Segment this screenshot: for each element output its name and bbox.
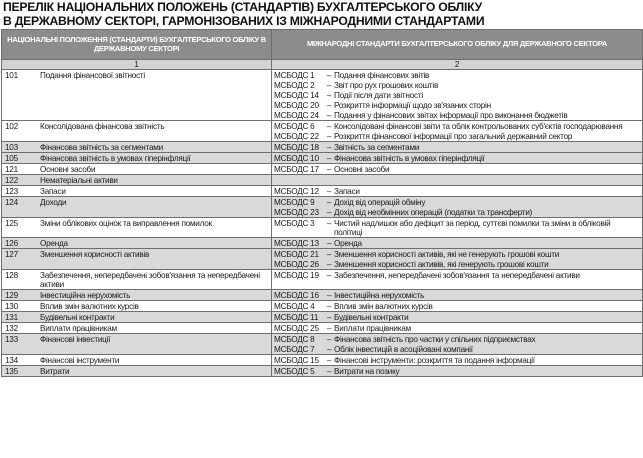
ipsas-code: МСБОДС 26 xyxy=(274,259,319,269)
international-standard-cell xyxy=(272,270,643,290)
standard-name: Витрати xyxy=(40,366,70,376)
international-standard-cell xyxy=(272,142,643,153)
international-standard-cell xyxy=(272,186,643,197)
ipsas-code: МСБОДС 17 xyxy=(274,164,319,174)
ipsas-title: Виплати працівникам xyxy=(334,323,411,333)
dash-separator: – xyxy=(326,90,332,100)
ipsas-title: Подання у фінансових звітах інформації про виконання бюджетів xyxy=(334,110,568,120)
standard-code: 132 xyxy=(5,323,18,333)
ipsas-code: МСБОДС 8 xyxy=(274,334,315,344)
dash-separator: – xyxy=(326,131,332,141)
ipsas-code: МСБОДС 2 xyxy=(274,80,315,90)
ipsas-item xyxy=(272,334,642,344)
ipsas-title: Зменшення корисності активів, які генерують грошові кошти xyxy=(334,259,549,269)
ipsas-title: Розкриття фінансової інформації про загальний державний сектор xyxy=(334,131,573,141)
dash-separator: – xyxy=(326,355,332,365)
ipsas-title: Дохід від операцій обміну xyxy=(334,197,426,207)
dash-separator: – xyxy=(326,270,332,280)
dash-separator: – xyxy=(326,142,332,152)
standard-code: 101 xyxy=(5,70,18,80)
table-row xyxy=(2,249,643,270)
dash-separator: – xyxy=(326,323,332,333)
international-standard-cell xyxy=(272,301,643,312)
standard-code: 133 xyxy=(5,334,18,344)
ipsas-code: МСБОДС 25 xyxy=(274,323,319,333)
ipsas-item xyxy=(272,312,642,322)
ipsas-item xyxy=(272,301,642,311)
dash-separator: – xyxy=(326,218,332,228)
ipsas-code: МСБОДС 22 xyxy=(274,131,319,141)
standard-code: 103 xyxy=(5,142,18,152)
ipsas-item xyxy=(272,218,642,237)
standard-code: 134 xyxy=(5,355,18,365)
national-standard-cell xyxy=(2,164,272,175)
dash-separator: – xyxy=(326,344,332,354)
national-standard-cell xyxy=(2,270,272,290)
standard-name: Доходи xyxy=(40,197,67,207)
national-standard-cell xyxy=(2,334,272,355)
standard-code: 105 xyxy=(5,153,18,163)
standard-name: Оренда xyxy=(40,238,68,248)
dash-separator: – xyxy=(326,290,332,300)
national-standard-cell xyxy=(2,366,272,377)
standard-code: 125 xyxy=(5,218,18,228)
standard-name: Забезпечення, непередбачені зобов'язання та непередбачені активи xyxy=(40,270,260,289)
dash-separator: – xyxy=(326,238,332,248)
standard-code: 135 xyxy=(5,366,18,376)
national-standard-cell xyxy=(2,197,272,218)
international-standard-cell xyxy=(272,121,643,142)
international-standard-cell xyxy=(272,290,643,301)
national-standard-cell xyxy=(2,218,272,238)
table-row xyxy=(2,218,643,238)
ipsas-item xyxy=(272,344,642,354)
ipsas-item xyxy=(272,153,642,163)
dash-separator: – xyxy=(326,110,332,120)
table-row xyxy=(2,164,643,175)
standard-code: 123 xyxy=(5,186,18,196)
dash-separator: – xyxy=(326,121,332,131)
standard-code: 127 xyxy=(5,249,18,259)
ipsas-title: Події після дати звітності xyxy=(334,90,423,100)
standard-name: Консолідована фінансова звітність xyxy=(40,121,165,131)
ipsas-code: МСБОДС 24 xyxy=(274,110,319,120)
ipsas-code: МСБОДС 19 xyxy=(274,270,319,280)
table-row xyxy=(2,121,643,142)
ipsas-code: МСБОДС 7 xyxy=(274,344,315,354)
ipsas-code: МСБОДС 12 xyxy=(274,186,319,196)
ipsas-item xyxy=(272,131,642,141)
national-standard-cell xyxy=(2,249,272,270)
ipsas-code: МСБОДС 23 xyxy=(274,207,319,217)
ipsas-item xyxy=(272,323,642,333)
ipsas-title: Консолідовані фінансові звіти та облік контрольованих суб'єктів господарювання xyxy=(334,121,623,131)
table-row xyxy=(2,197,643,218)
ipsas-code: МСБОДС 9 xyxy=(274,197,315,207)
national-standard-cell xyxy=(2,290,272,301)
dash-separator: – xyxy=(326,259,332,269)
national-standard-cell xyxy=(2,238,272,249)
document-title xyxy=(3,1,639,28)
table-row xyxy=(2,186,643,197)
international-standard-cell xyxy=(272,197,643,218)
dash-separator: – xyxy=(326,186,332,196)
ipsas-title: Звіт про рух грошових коштів xyxy=(334,80,439,90)
ipsas-title: Дохід від необмінних операцій (податки та трансферти) xyxy=(334,207,533,217)
ipsas-code: МСБОДС 13 xyxy=(274,238,319,248)
title-line-1: ПЕРЕЛІК НАЦІОНАЛЬНИХ ПОЛОЖЕНЬ (СТАНДАРТІВ) БУХГАЛТЕРСЬКОГО ОБЛІКУ xyxy=(3,0,482,14)
ipsas-item xyxy=(272,70,642,80)
international-standard-cell xyxy=(272,70,643,121)
ipsas-item xyxy=(272,270,642,280)
standard-code: 126 xyxy=(5,238,18,248)
ipsas-title: Витрати на позику xyxy=(334,366,400,376)
international-standard-cell xyxy=(272,366,643,377)
ipsas-item xyxy=(272,290,642,300)
column-number-2: 2 xyxy=(272,60,643,70)
ipsas-item xyxy=(272,100,642,110)
ipsas-title: Облік інвестицій в асоційовані компанії xyxy=(334,344,473,354)
ipsas-item xyxy=(272,366,642,376)
table-row xyxy=(2,175,643,186)
ipsas-item xyxy=(272,355,642,365)
ipsas-item xyxy=(272,238,642,248)
international-standard-cell xyxy=(272,323,643,334)
ipsas-title: Зменшення корисності активів, які не генерують грошові кошти xyxy=(334,249,560,259)
ipsas-title: Забезпечення, непередбачені зобов'язання та непередбачені активи xyxy=(334,270,580,280)
ipsas-title: Основні засоби xyxy=(334,164,390,174)
table-row xyxy=(2,366,643,377)
table-row xyxy=(2,290,643,301)
dash-separator: – xyxy=(326,334,332,344)
ipsas-item xyxy=(272,259,642,269)
ipsas-item xyxy=(272,90,642,100)
dash-separator: – xyxy=(326,312,332,322)
dash-separator: – xyxy=(326,301,332,311)
standard-name: Інвестиційна нерухомість xyxy=(40,290,131,300)
international-standard-cell xyxy=(272,355,643,366)
standard-code: 130 xyxy=(5,301,18,311)
ipsas-item xyxy=(272,121,642,131)
ipsas-code: МСБОДС 6 xyxy=(274,121,315,131)
national-standard-cell xyxy=(2,312,272,323)
ipsas-code: МСБОДС 3 xyxy=(274,218,315,228)
national-standard-cell xyxy=(2,153,272,164)
international-standard-cell xyxy=(272,238,643,249)
dash-separator: – xyxy=(326,249,332,259)
international-standard-cell xyxy=(272,334,643,355)
standard-code: 122 xyxy=(5,175,18,185)
standard-name: Фінансова звітність в умовах гіперінфляції xyxy=(40,153,191,163)
ipsas-code: МСБОДС 11 xyxy=(274,312,319,322)
dash-separator: – xyxy=(326,164,332,174)
international-standard-cell xyxy=(272,312,643,323)
ipsas-title: Інвестиційна нерухомість xyxy=(334,290,425,300)
ipsas-code: МСБОДС 4 xyxy=(274,301,315,311)
ipsas-title: Фінансова звітність в умовах гіперінфляції xyxy=(334,153,485,163)
ipsas-item xyxy=(272,164,642,174)
dash-separator: – xyxy=(326,366,332,376)
standard-name: Фінансові інвестиції xyxy=(40,334,111,344)
dash-separator: – xyxy=(326,100,332,110)
international-standard-cell xyxy=(272,153,643,164)
ipsas-code: МСБОДС 18 xyxy=(274,142,319,152)
ipsas-title: Будівельні контракти xyxy=(334,312,409,322)
national-standard-cell xyxy=(2,323,272,334)
ipsas-item xyxy=(272,110,642,120)
international-standard-cell xyxy=(272,164,643,175)
table-row xyxy=(2,153,643,164)
standard-code: 121 xyxy=(5,164,18,174)
national-standard-cell xyxy=(2,70,272,121)
table-row xyxy=(2,70,643,121)
ipsas-code: МСБОДС 14 xyxy=(274,90,319,100)
title-line-2: В ДЕРЖАВНОМУ СЕКТОРІ, ГАРМОНІЗОВАНИХ ІЗ МІЖНАРОДНИМИ СТАНДАРТАМИ xyxy=(3,13,485,28)
ipsas-item xyxy=(272,142,642,152)
national-standard-cell xyxy=(2,142,272,153)
ipsas-item xyxy=(272,197,642,207)
ipsas-title: Розкриття інформації щодо зв'язаних сторін xyxy=(334,100,491,110)
table-row xyxy=(2,312,643,323)
ipsas-code: МСБОДС 16 xyxy=(274,290,319,300)
international-standard-cell xyxy=(272,218,643,238)
standard-name: Основні засоби xyxy=(40,164,96,174)
ipsas-title: Подання фінансових звітів xyxy=(334,70,430,80)
national-standard-cell xyxy=(2,186,272,197)
standard-name: Будівельні контракти xyxy=(40,312,115,322)
national-standard-cell xyxy=(2,355,272,366)
dash-separator: – xyxy=(326,207,332,217)
national-standard-cell xyxy=(2,121,272,142)
standard-name: Зміни облікових оцінок та виправлення помилок xyxy=(40,218,212,228)
ipsas-title: Вплив змін валютних курсів xyxy=(334,301,433,311)
standard-name: Запаси xyxy=(40,186,66,196)
standard-name: Вплив змін валютних курсів xyxy=(40,301,139,311)
ipsas-code: МСБОДС 15 xyxy=(274,355,319,365)
standard-name: Виплати працівникам xyxy=(40,323,117,333)
ipsas-title: Фінансова звітність про частки у спільних підприємствах xyxy=(334,334,536,344)
ipsas-code: МСБОДС 20 xyxy=(274,100,319,110)
header-national-standards: НАЦІОНАЛЬНІ ПОЛОЖЕННЯ (СТАНДАРТИ) БУХГАЛТЕРСЬКОГО ОБЛІКУ В ДЕРЖАВНОМУ СЕКТОРІ xyxy=(2,30,272,60)
ipsas-title: Запаси xyxy=(334,186,360,196)
table-row xyxy=(2,142,643,153)
national-standard-cell xyxy=(2,301,272,312)
standard-name: Подання фінансової звітності xyxy=(40,70,146,80)
dash-separator: – xyxy=(326,197,332,207)
table-body xyxy=(2,70,643,377)
ipsas-title: Звітність за сегментами xyxy=(334,142,420,152)
standard-code: 102 xyxy=(5,121,18,131)
standard-name: Фінансова звітність за сегментами xyxy=(40,142,163,152)
table-row xyxy=(2,301,643,312)
table-row xyxy=(2,355,643,366)
ipsas-item xyxy=(272,249,642,259)
column-number-1: 1 xyxy=(2,60,272,70)
ipsas-item xyxy=(272,186,642,196)
dash-separator: – xyxy=(326,80,332,90)
national-standard-cell xyxy=(2,175,272,186)
table-row xyxy=(2,334,643,355)
ipsas-title: Фінансові інструменти: розкриття та подання інформації xyxy=(334,355,535,365)
standards-table xyxy=(1,29,643,377)
ipsas-title: Чистий надлишок або дефіцит за період, суттєві помилки та зміни в обліковій політиці xyxy=(334,218,611,237)
standard-code: 131 xyxy=(5,312,18,322)
ipsas-code: МСБОДС 5 xyxy=(274,366,315,376)
header-international-standards: МІЖНАРОДНІ СТАНДАРТИ БУХГАЛТЕРСЬКОГО ОБЛІКУ ДЛЯ ДЕРЖАВНОГО СЕКТОРА xyxy=(272,30,643,60)
standard-name: Нематеріальні активи xyxy=(40,175,118,185)
ipsas-title: Оренда xyxy=(334,238,362,248)
table-row xyxy=(2,238,643,249)
ipsas-code: МСБОДС 1 xyxy=(274,70,315,80)
international-standard-cell xyxy=(272,249,643,270)
dash-separator: – xyxy=(326,153,332,163)
ipsas-item xyxy=(272,207,642,217)
standard-code: 124 xyxy=(5,197,18,207)
ipsas-item xyxy=(272,80,642,90)
standard-name: Зменшення корисності активів xyxy=(40,249,150,259)
table-row xyxy=(2,270,643,290)
international-standard-cell xyxy=(272,175,643,186)
standard-name: Фінансові інструменти xyxy=(40,355,120,365)
standard-code: 128 xyxy=(5,270,18,280)
dash-separator: – xyxy=(326,70,332,80)
ipsas-code: МСБОДС 10 xyxy=(274,153,319,163)
ipsas-code: МСБОДС 21 xyxy=(274,249,319,259)
standard-code: 129 xyxy=(5,290,18,300)
table-row xyxy=(2,323,643,334)
